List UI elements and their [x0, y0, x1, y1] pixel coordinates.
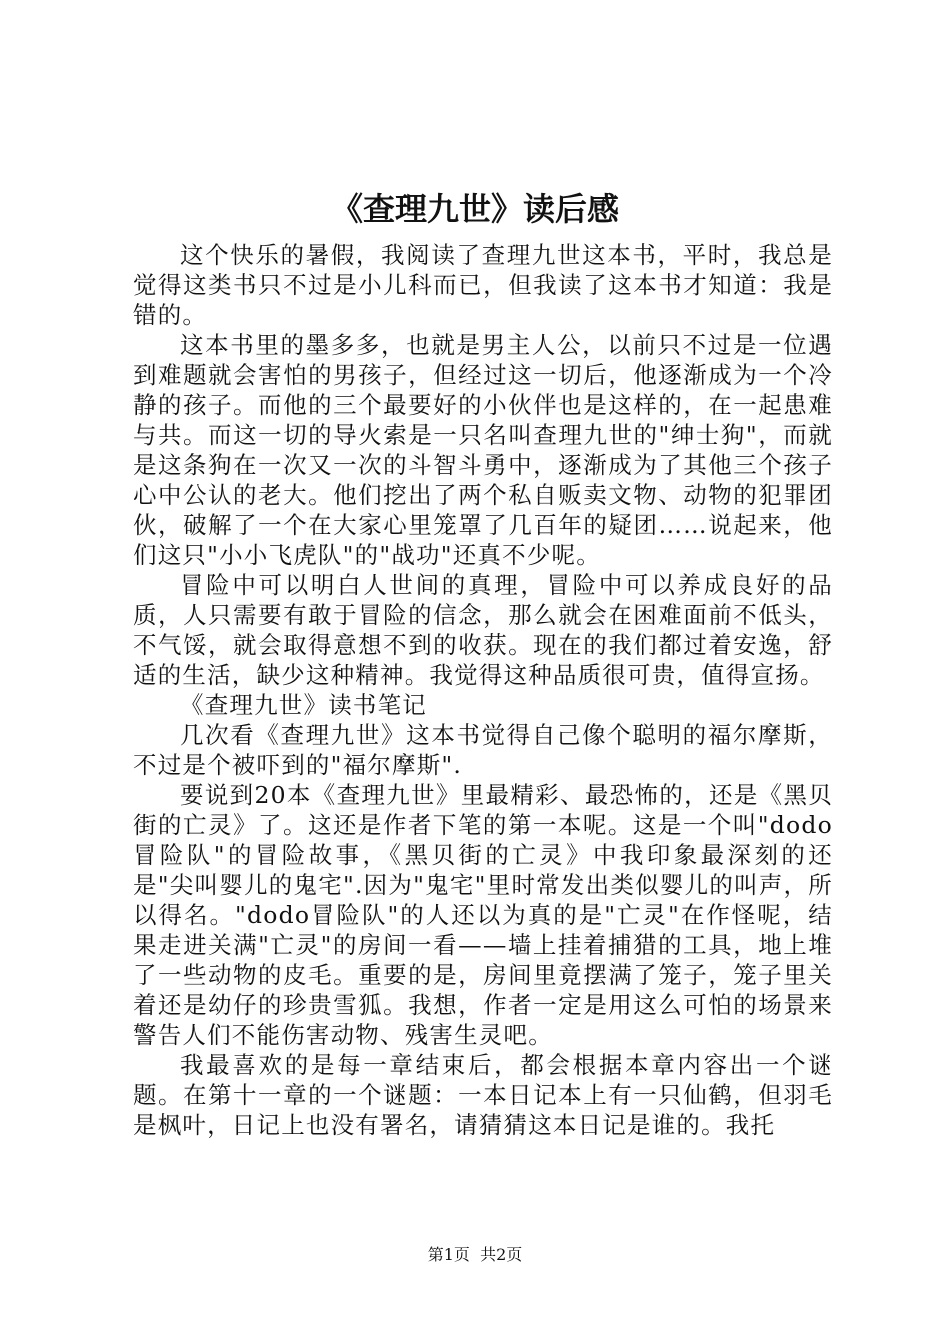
section-heading-reading-notes: 《查理九世》读书笔记: [180, 691, 427, 719]
paragraph-1: 这个快乐的暑假，我阅读了查理九世这本书，平时，我总是觉得这类书只不过是小儿科而已，但我读了这本书才知道：我是错的。: [133, 241, 833, 329]
page-number: 第1页: [427, 1245, 470, 1264]
paragraph-2: 这本书里的墨多多，也就是男主人公，以前只不过是一位遇到难题就会害怕的男孩子，但经过这一切后，他逐渐成为一个冷静的孩子。而他的三个最要好的小伙伴也是这样的，在一起患难与共。而这一切的导火索是一只名叫查理九世的"绅士狗"，而就是这条狗在一次又一次的斗智斗勇中，逐渐成为了其他三个孩子心中公认的老大。他们挖出了两个私自贩卖文物、动物的犯罪团伙，破解了一个在大家心里笼罩了几百年的疑团……说起来，他们这只"小小飞虎队"的"战功"还真不少呢。: [133, 331, 833, 569]
page-total: 共2页: [480, 1245, 523, 1264]
page-footer: [0, 1245, 950, 1265]
paragraph-3: 冒险中可以明白人世间的真理，冒险中可以养成良好的品质，人只需要有敢于冒险的信念，那么就会在困难面前不低头，不气馁，就会取得意想不到的收获。现在的我们都过着安逸，舒适的生活，缺少这种精神。我觉得这种品质很可贵，值得宣扬。: [133, 571, 833, 689]
paragraph-6: 我最喜欢的是每一章结束后，都会根据本章内容出一个谜题。在第十一章的一个谜题：一本日记本上有一只仙鹤，但羽毛是枫叶，日记上也没有署名，请猜猜这本日记是谁的。我托: [133, 1051, 833, 1139]
document-title: 《查理九世》读后感: [330, 190, 619, 228]
document-body: [133, 240, 833, 1140]
paragraph-4: 几次看《查理九世》这本书觉得自己像个聪明的福尔摩斯，不过是个被吓到的"福尔摩斯".: [133, 721, 833, 779]
paragraph-5: 要说到20本《查理九世》里最精彩、最恐怖的，还是《黑贝街的亡灵》了。这还是作者下笔的第一本呢。这是一个叫"dodo冒险队"的冒险故事，《黑贝街的亡灵》中我印象最深刻的还是"尖叫婴儿的鬼宅".因为"鬼宅"里时常发出类似婴儿的叫声，所以得名。"dodo冒险队"的人还以为真的是"亡灵"在作怪呢，结果走进关满"亡灵"的房间一看——墙上挂着捕猎的工具，地上堆了一些动物的皮毛。重要的是，房间里竟摆满了笼子，笼子里关着还是幼仔的珍贵雪狐。我想，作者一定是用这么可怕的场景来警告人们不能伤害动物、残害生灵吧。: [133, 781, 833, 1049]
